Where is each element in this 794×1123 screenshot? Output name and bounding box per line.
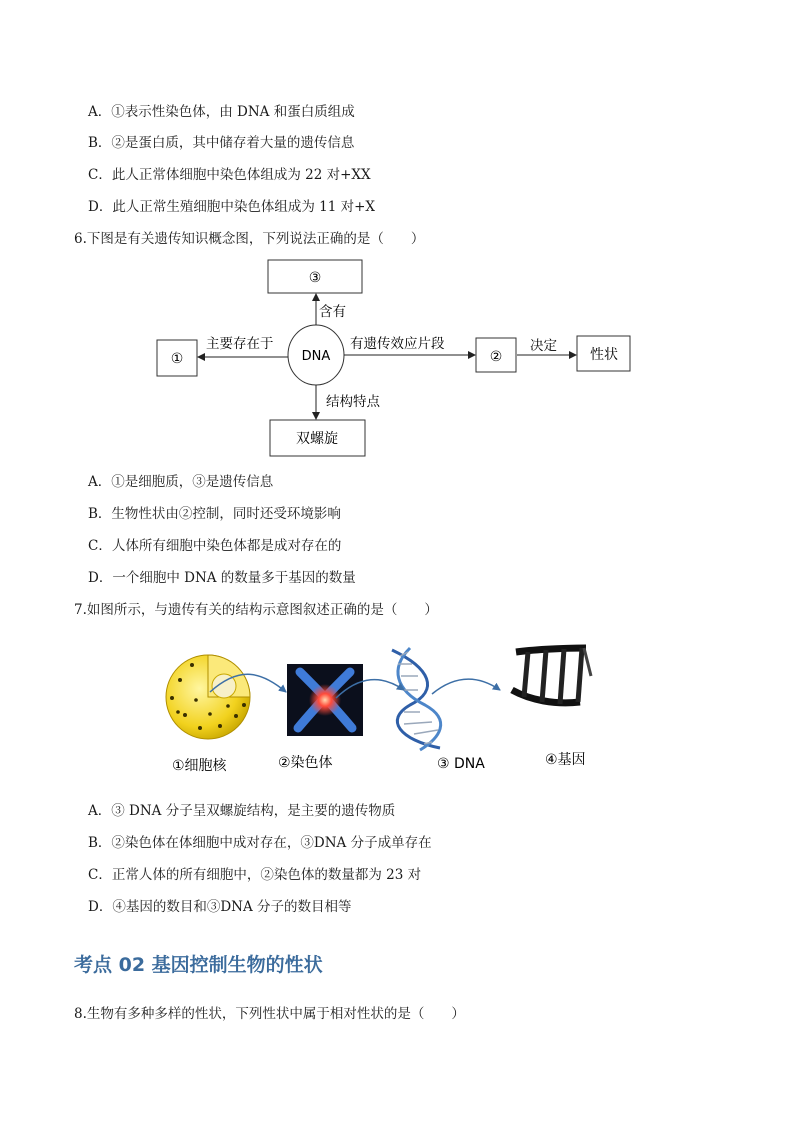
label-nucleus: ①细胞核 <box>172 758 227 774</box>
label-dna: ③ DNA <box>437 756 485 772</box>
q5-option-d: D．此人正常生殖细胞中染色体组成为 11 对+X <box>88 199 376 215</box>
dna-helix-image <box>392 648 441 750</box>
q6-option-c: C．人体所有细胞中染色体都是成对存在的 <box>88 538 342 554</box>
arrow-dna-to-gene <box>432 679 500 694</box>
q6-option-b: B．生物性状由②控制，同时还受环境影响 <box>88 506 341 522</box>
q6-option-a: A．①是细胞质，③是遗传信息 <box>88 474 274 490</box>
q7-option-d: D．④基因的数目和③DNA 分子的数目相等 <box>88 899 352 915</box>
q7-stem: 7.如图所示，与遗传有关的结构示意图叙述正确的是（ ） <box>74 602 438 618</box>
q6-option-d: D．一个细胞中 DNA 的数量多于基因的数量 <box>88 570 356 586</box>
box-2-label: ② <box>489 349 503 365</box>
box-double-helix-label: 双螺旋 <box>296 431 338 447</box>
edge-contains-label: 含有 <box>319 304 346 320</box>
edge-segment-label: 有遗传效应片段 <box>350 336 445 352</box>
q5-option-b: B．②是蛋白质，其中储存着大量的遗传信息 <box>88 135 355 151</box>
q6-stem: 6.下图是有关遗传知识概念图，下列说法正确的是（ ） <box>74 231 425 247</box>
box-1-label: ① <box>170 351 184 367</box>
q5-option-a: A．①表示性染色体，由 DNA 和蛋白质组成 <box>88 104 355 120</box>
q7-option-b: B．②染色体在体细胞中成对存在，③DNA 分子成单存在 <box>88 835 432 851</box>
edge-located-label: 主要存在于 <box>206 336 274 352</box>
q8-stem: 8.生物有多种多样的性状，下列性状中属于相对性状的是（ ） <box>74 1006 465 1022</box>
edge-structure-label: 结构特点 <box>326 394 380 410</box>
section-heading: 考点 02 基因控制生物的性状 <box>74 954 323 976</box>
chromosome-image <box>287 664 363 736</box>
label-chromosome: ②染色体 <box>278 755 333 771</box>
q7-option-c: C．正常人体的所有细胞中，②染色体的数量都为 23 对 <box>88 867 422 883</box>
box-3-label: ③ <box>308 270 322 286</box>
label-gene: ④基因 <box>545 752 586 768</box>
dna-node-label: DNA <box>301 349 331 364</box>
nucleus-image <box>166 655 250 739</box>
box-trait-label: 性状 <box>590 347 618 363</box>
gene-image <box>512 648 591 704</box>
q7-option-a: A．③ DNA 分子呈双螺旋结构，是主要的遗传物质 <box>88 803 396 819</box>
edge-determine-label: 决定 <box>530 338 557 354</box>
q5-option-c: C．此人正常体细胞中染色体组成为 22 对+XX <box>88 167 371 183</box>
